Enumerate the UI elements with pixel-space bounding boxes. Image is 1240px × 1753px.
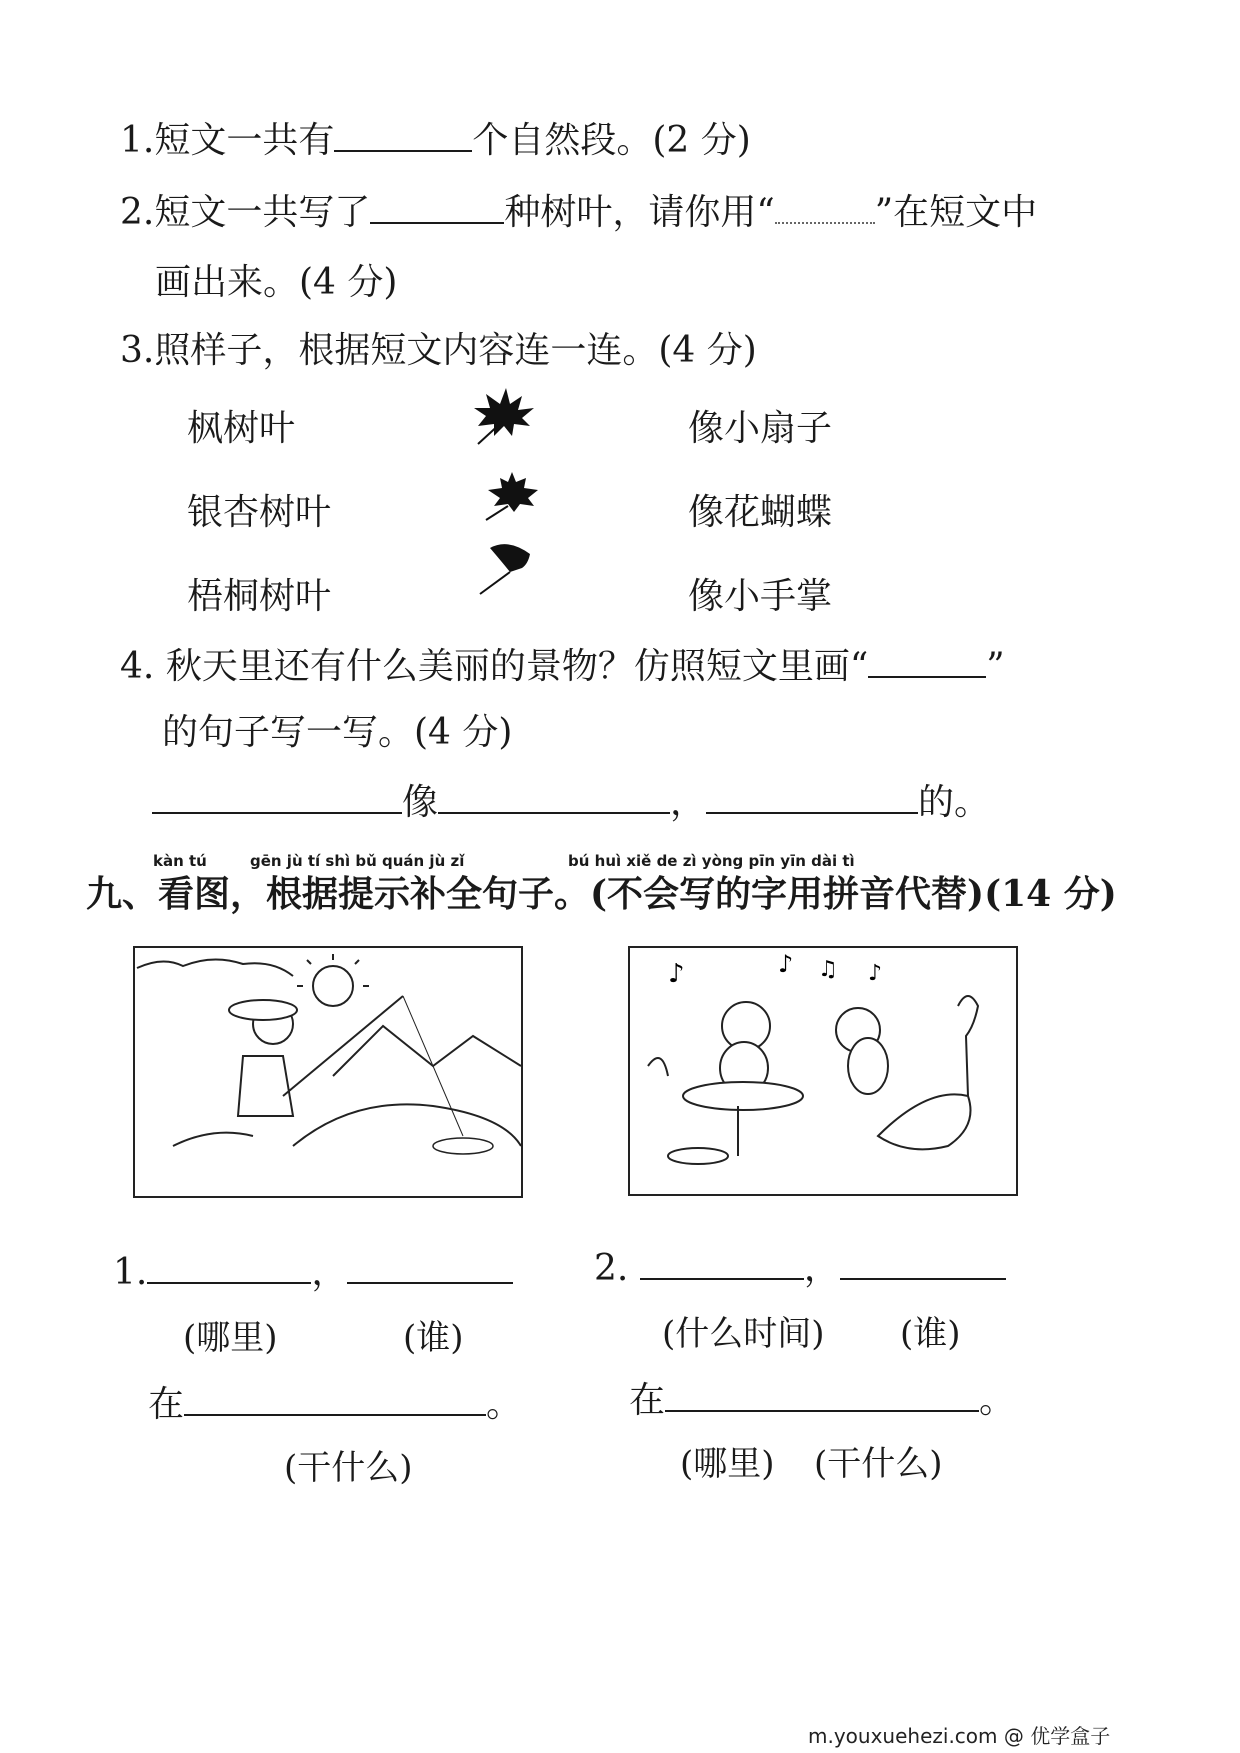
sycamore-leaf-icon bbox=[482, 470, 542, 522]
question-number: 4. bbox=[120, 646, 155, 687]
item-number: 2. bbox=[594, 1248, 629, 1289]
item-2-line: 2. ， bbox=[594, 1240, 1006, 1291]
hint-who: (谁) bbox=[900, 1314, 961, 1354]
right-item-butterfly[interactable]: 像花蝴蝶 bbox=[688, 492, 833, 533]
left-item-maple[interactable]: 枫树叶 bbox=[187, 408, 296, 449]
item-number: 1. bbox=[113, 1252, 148, 1293]
question-2-cont: 画出来。(4 分) bbox=[155, 262, 398, 303]
footer-watermark: m.youxuehezi.com @ 优学盒子 bbox=[808, 1724, 1111, 1748]
period-text: 。 bbox=[486, 1384, 523, 1425]
hint-who: (谁) bbox=[403, 1318, 464, 1358]
who-blank[interactable] bbox=[347, 1281, 513, 1284]
section-9-title: 九、看图，根据提示补全句子。(不会写的字用拼音代替)(14 分) bbox=[86, 873, 1117, 915]
question-1 bbox=[120, 112, 751, 163]
answer-blank[interactable] bbox=[868, 675, 986, 678]
question-2 bbox=[120, 184, 1037, 235]
question-text: 短文一共写了 bbox=[154, 192, 371, 233]
svg-text:♫: ♫ bbox=[818, 957, 838, 982]
period-text: 。 bbox=[979, 1380, 1016, 1421]
when-blank[interactable] bbox=[640, 1277, 804, 1280]
answer-blank[interactable] bbox=[438, 811, 670, 814]
question-text: 种树叶，请你用“ bbox=[504, 192, 775, 233]
hint-where: (哪里) bbox=[183, 1318, 278, 1358]
question-text: ”在短文中 bbox=[874, 192, 1038, 233]
ginkgo-leaf-icon bbox=[476, 540, 536, 596]
zai-text: 在 bbox=[148, 1384, 185, 1425]
where-blank[interactable] bbox=[147, 1281, 311, 1284]
pinyin-buhui: bú huì xiě de zì yòng pīn yīn dài tì bbox=[568, 852, 855, 870]
question-text: 短文一共有 bbox=[154, 120, 335, 161]
right-item-palm[interactable]: 像小手掌 bbox=[688, 576, 833, 617]
boy-fishing-picture bbox=[133, 946, 523, 1198]
doing-blank[interactable] bbox=[184, 1413, 486, 1416]
item-1-line: 1. ， bbox=[113, 1244, 513, 1295]
question-3 bbox=[120, 322, 757, 373]
question-number: 1. bbox=[120, 120, 155, 161]
zai-text: 在 bbox=[629, 1380, 666, 1421]
maple-leaf-icon bbox=[472, 386, 536, 446]
answer-blank[interactable] bbox=[706, 811, 918, 814]
item-2-doing bbox=[629, 1372, 1015, 1423]
question-number: 2. bbox=[120, 192, 155, 233]
answer-blank[interactable] bbox=[152, 811, 402, 814]
pinyin-genju: gēn jù tí shì bǔ quán jù zǐ bbox=[250, 852, 465, 870]
answer-blank[interactable] bbox=[370, 221, 504, 224]
de-text: 的。 bbox=[918, 782, 991, 823]
question-text: 秋天里还有什么美丽的景物？仿照短文里画“ bbox=[165, 646, 869, 687]
left-item-ginkgo[interactable]: 银杏树叶 bbox=[187, 492, 332, 533]
svg-text:♪: ♪ bbox=[778, 950, 794, 978]
who-blank[interactable] bbox=[840, 1277, 1006, 1280]
question-4-answer bbox=[152, 774, 990, 825]
svg-text:♪: ♪ bbox=[668, 959, 685, 989]
wavy-line-mark bbox=[775, 221, 875, 224]
question-number: 3. bbox=[120, 330, 155, 371]
hint-what: (干什么) bbox=[814, 1444, 943, 1484]
answer-blank[interactable] bbox=[334, 149, 472, 152]
frogs-picture bbox=[628, 946, 1018, 1196]
svg-text:♪: ♪ bbox=[868, 961, 883, 986]
pinyin-kantu: kàn tú bbox=[153, 852, 207, 870]
comma-text: ， bbox=[670, 782, 707, 823]
hint-what: (干什么) bbox=[284, 1448, 413, 1488]
question-4-cont: 的句子写一写。(4 分) bbox=[162, 712, 513, 753]
item-1-doing bbox=[148, 1376, 522, 1427]
right-item-fan[interactable]: 像小扇子 bbox=[688, 408, 833, 449]
xiang-text: 像 bbox=[402, 782, 439, 823]
question-4 bbox=[120, 638, 1005, 689]
hint-when: (什么时间) bbox=[662, 1314, 825, 1354]
doing-blank[interactable] bbox=[665, 1409, 979, 1412]
question-text: 照样子，根据短文内容连一连。(4 分) bbox=[154, 330, 757, 371]
left-item-sycamore[interactable]: 梧桐树叶 bbox=[187, 576, 332, 617]
question-text: 个自然段。(2 分) bbox=[472, 120, 751, 161]
question-text: ” bbox=[986, 646, 1005, 687]
hint-where: (哪里) bbox=[680, 1444, 775, 1484]
